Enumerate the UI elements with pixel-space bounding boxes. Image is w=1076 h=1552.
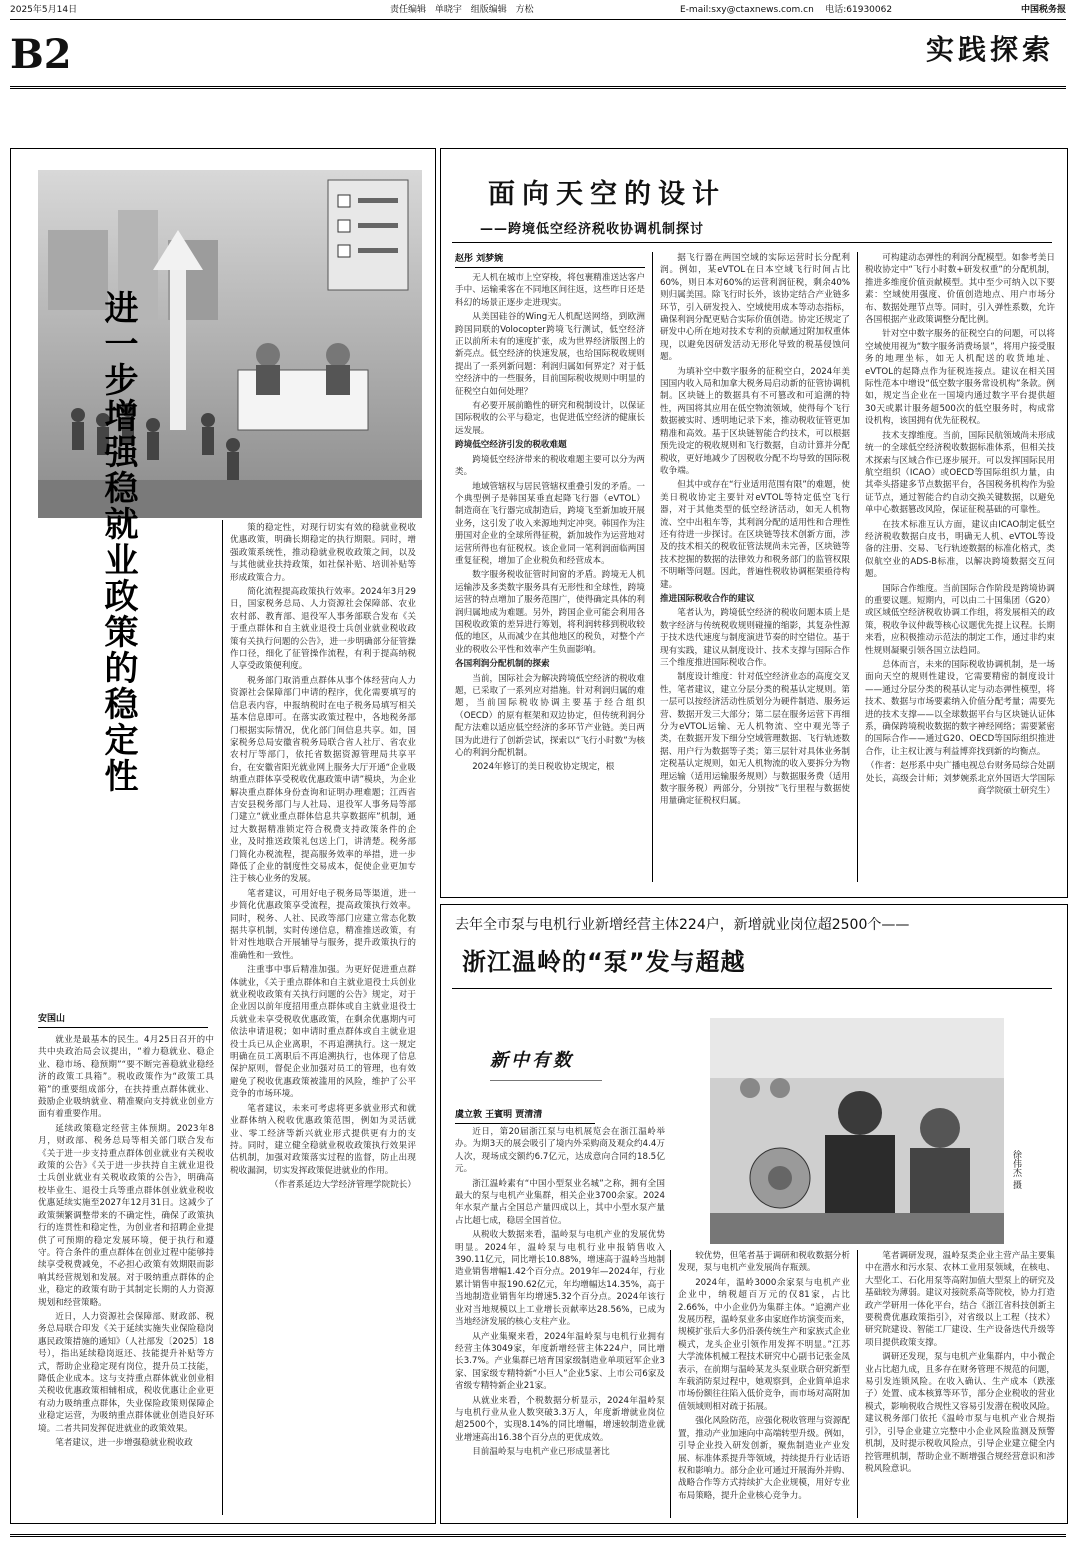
article-airspace-col1 bbox=[455, 272, 645, 882]
paragraph: 当前，国际社会为解决跨境低空经济的税收难题，已采取了一系列应对措施。针对利润归属的难题，当前国际税收协调主要基于经合组织（OECD）的原有框架和双边协定，但传统利润分配方法难以适应低空经济的多环节产业链。美日两国为此进行了创新尝试，探索以“飞行小时数”为核心的利润分配机制。 bbox=[455, 673, 645, 759]
header-rule bbox=[10, 86, 1066, 89]
paragraph: 国际合作维度。当前国际合作阶段是跨境协调的重要议题。短期内，可以由二十国集团（G20）或区域低空经济税收协调工作组，将发展相关的政策，税收争议仲裁等核心议题优先提上议程。长期来看，应积极推动示范法的制定工作，通过非约束性规则凝聚引领各国立法趋同。 bbox=[865, 583, 1055, 656]
masthead-rule bbox=[10, 19, 1066, 20]
article-airspace-subtitle: ——跨境低空经济税收协调机制探讨 bbox=[480, 222, 705, 237]
masthead-bar bbox=[10, 0, 1066, 20]
paragraph: 无人机在城市上空穿梭，将包裹精准送达客户手中、运输乘客在不同地区间往返，这些昨日还是科幻的场景正逐步走进现实。 bbox=[455, 273, 645, 308]
paragraph: 2024年，温岭3000余家泵与电机产业企业中，纳税超百万元的仅81家，占比2.66%，中小企业仍为集群主体。“追溯产业发展历程，温岭泵业多由家庭作坊演变而来，规模扩张后大多仍沿袭传统生产和家族式企业模式，龙头企业引领作用发挥不明显。”江苏大学流体机械工程技术研究中心副书记张金凤表示，在前期与温岭某龙头泵业联合研究新型车载消防泵过程中，她观察到，企业简单追求市场份额往往陷入低价竞争，而市场对高附加值领域则相对疏于拓展。 bbox=[678, 1277, 850, 1412]
paragraph: 近日，第20届浙江泵与电机展览会在浙江温岭举办。为期3天的展会吸引了境内外采购商及观众约4.4万人次，现场成交额约6.7亿元，达成意向合同约18.5亿元。 bbox=[455, 1127, 665, 1175]
article-airspace-col2 bbox=[660, 252, 850, 882]
section-heading: 推进国际税收合作的建议 bbox=[660, 593, 755, 604]
column-logo bbox=[490, 1046, 602, 1081]
paragraph: 有必要开展前瞻性的研究和税制设计，以保证国际税收的公平与稳定，也促进低空经济的健康长远发展。 bbox=[455, 401, 645, 436]
article-employment-title: 进一步增强稳就业政策的稳定性 bbox=[98, 290, 138, 794]
paragraph: 笔者建议，进一步增强稳就业税收政 bbox=[55, 1438, 193, 1448]
paragraph: 浙江温岭素有“中国小型泵业名城”之称，拥有全国最大的泵与电机产业集群，相关企业3700余家。2024年水泵产量占全国总产量四成以上，其中小型水泵产量占比超七成，稳居全国首位。 bbox=[455, 1178, 665, 1226]
paragraph: 近日，人力资源社会保障部、财政部、税务总局联合印发《关于延续实施失业保险稳岗惠民政策措施的通知》（人社部发〔2025〕18号），指出延续稳岗返还、技能提升补贴等方式，帮助企业稳定现有岗位，提升员工技能，降低企业成本。这与支持重点群体就业创业相关税收优惠政策相辅相成，税收优惠让企业更有动力吸纳重点群体，失业保险政策则保障企业稳定运营，为吸纳重点群体就业创造良好环境。二者共同发挥促进就业的政策效果。 bbox=[38, 1311, 214, 1434]
column-logo-text: 新中有数 bbox=[490, 1050, 574, 1071]
paragraph: 税务部门取消重点群体从事个体经营向人力资源社会保障部门申请的程序，优化需要填写的信息表内容，申报纳税时在电子税务局填写相关基本信息即可。在落实政策过程中，各地税务部门根据实际情况，优化部门间信息共享。如，国家税务总局安徽省税务局联合省人社厅、省农业农村厅等部门，依托省数据资源管理局共享平台，在安徽省阳光就业网上服务大厅开通“企业吸纳重点群体享受税收优惠政策申请”模块，为企业解决重点群体身份查询和证明办理难题；江西省吉安县税务部门与人社局、退役军人事务局等部门建立“就业重点群体信息共享数据库”机制，通过大数据精准锁定符合税费支持政策条件的企业，及时推送政策礼包送上门，讲清楚。税务部门简化办税流程，提高服务效率的举措，进一步降低了企业的制度性交易成本，促使企业更加专注于核心业务的发展。 bbox=[230, 675, 416, 885]
paragraph: 2024年修订的美日税收协定规定，根 bbox=[472, 762, 615, 773]
author-note: （作者系延边大学经济管理学院院长） bbox=[269, 1180, 416, 1191]
paragraph: 从税收大数据来看，温岭泵与电机产业的发展优势明显。2024年，温岭泵与电机行业申报销售收入390.11亿元，同比增长10.88%，增速高于温岭当地制造业销售增幅1.42个百分点。2019年—2024年，行业累计销售申报190.62亿元，年均增幅达14.35%，高于当地制造业销售年均增速5.32个百分点。2024年该行业对当地规模以上工业增长贡献率达28.56%，已成为当地经济发展的核心支柱产业。 bbox=[455, 1230, 665, 1328]
article-wenling-col3 bbox=[865, 1250, 1055, 1518]
column-divider bbox=[222, 520, 223, 1515]
paragraph: 笔者建议，可用好电子税务局等渠道，进一步简化优惠政策享受流程，提高政策执行效率。同时，税务、人社、民政等部门应建立常态化数据共享机制，实时传递信息，精准推送政策，有针对性地联合开展辅导与服务，提升政策执行的准确性和一致性。 bbox=[230, 888, 416, 961]
paragraph: 数字服务税收征管时间窗的矛盾。跨境无人机运输涉及多类数字服务具有无形性和全球性，跨境运营的特点增加了服务范围广，使得确定具体的利润归属地成为难题。另外，跨国企业可能会利用各国税收政策的差异进行筹划，将利润转移到税收较低的地区，从而减少在其他地区的税负，对整个产业的税收公平性和效率产生负面影响。 bbox=[455, 570, 645, 655]
paragraph: 注重事中事后精准加强。为更好促进重点群体就业，《关于重点群体和自主就业退役士兵创业就业税收政策有关执行问题的公告》规定，对于企业因以前年度招用重点群体或自主就业退役士兵就业未享受税收优惠政策，在剩余优惠期内可依法申请退税；如申请时重点群体或自主就业退役士兵已从企业离职，不再追溯执行。这一规定明确在员工离职后不再追溯执行，也体现了信息保护原则，督促企业加强对员工的管理，也有效避免了税收优惠政策被滥用的风险，维护了公平竞争的市场环境。 bbox=[230, 965, 416, 1100]
illustration-employment bbox=[38, 170, 422, 518]
paragraph: 策的稳定性，对现行切实有效的稳就业税收优惠政策，明确长期稳定的执行期限。同时，增强政策系统性，推动稳就业税收政策之间，以及与其他就业扶持政策，如社保补贴、培训补贴等形成政策合力。 bbox=[230, 523, 416, 583]
article-wenling-title: 浙江温岭的“泵”发与超越 bbox=[462, 948, 746, 976]
author-note: （作者：赵彤系中央广播电视总台财务局综合处副处长，高级会计师；刘梦婉系北京外国语大学国际商学院硕士研究生） bbox=[865, 761, 1055, 797]
paragraph: 从美国硅谷的Wing无人机配送网络，到欧洲跨国同联的Volocopter跨境飞行测试，低空经济正以前所未有的速度扩张，成为世界经济版图上的新亮点。低空经济的快速发展，也给国际税收规则提出了一系列新问题：利润归属如何界定？对于低空经济中的一些服务，目前国际税收规则中明显的征税空白如何处理？ bbox=[455, 312, 645, 397]
paragraph: 从就业来看，个税数据分析显示，2024年温岭泵与电机行业从业人数突破3.3万人，年度新增就业岗位超2500个，实现8.14%的同比增幅，增速较制造业就业增速高出16.38个百分点的更优成效。 bbox=[455, 1395, 665, 1443]
column-divider bbox=[670, 1250, 671, 1518]
paper-name: 中国税务报 bbox=[1020, 5, 1066, 15]
paragraph: 目前温岭泵与电机产业已形成显著比 bbox=[472, 1447, 610, 1458]
article-employment-col2 bbox=[230, 522, 416, 1517]
expo-photo-icon bbox=[710, 1018, 1004, 1244]
paragraph: 但其中或存在“行业适用范围有限”的难题，使美日税收协定主要针对eVTOL等特定低空飞行器，对于其他类型的低空经济活动，如无人机物流、空中出租车等，其利润分配的适用性和合理性还有待进一步探讨。在区块链等技术创新方面，涉及的技术相关的税收征管法规尚未完善，区块链等技术挖掘的数据的法律效力和税务部门的监管权限不明晰等问题。因此，普遍性税收协调框架亟待构建。 bbox=[660, 480, 850, 590]
column-divider bbox=[857, 252, 858, 882]
paragraph: 地域管辖权与居民管辖权重叠引发的矛盾。一个典型例子是韩国某垂直起降飞行器（eVTOL）制造商在飞行器完成制造后，跨境飞至新加坡开展业务，这引发了收入来源地判定冲突。韩国作为注册国对企业的全球所得征税，新加坡作为运营地对运营所得也有征税权。该企业同一笔利润面临两国重复征税，增加了企业税负和经营成本。 bbox=[455, 481, 645, 566]
paragraph: 技术支撑维度。当前，国际民航领域尚未形成统一的全球低空经济税收数据标准体系，但相关技术探索与区域合作已逐步展开。可以发挥国际民用航空组织（ICAO）或OECD等国际组织力量，由其牵头搭建多节点数据平台，各国税务机构作为验证节点，通过智能合约自动交换关键数据，以避免单中心数据篡改风险，保证征税基础的可靠性。 bbox=[865, 430, 1055, 516]
article-airspace-title: 面向天空的设计 bbox=[488, 179, 726, 210]
editors: 责任编辑 单晓宇 组版编辑 方松 bbox=[390, 5, 534, 15]
paragraph: 笔者认为，跨境低空经济的税收问题本质上是数字经济与传统税收规则碰撞的缩影，其复杂性源于技术迭代速度与制度演进节奏的时空错位。基于现有实践，建议从制度设计、技术支撑与国际合作三个维度推进国际税收合作。 bbox=[660, 608, 850, 668]
article-wenling-col1 bbox=[455, 1126, 665, 1526]
paragraph: 强化风险防范，应强化税收管理与资源配置，推动产业加速向中高端转型升级。例如，引导企业投入研发创新，聚焦制造业产业发展、标准体系提升等领域，持续提升行业话语权和影响力。部分企业可通过开展海外并购、战略合作等方式持续扩大企业规模，用好专业布局策略，提升企业核心竞争力。 bbox=[678, 1416, 850, 1501]
article-airspace-author: 赵彤 刘梦婉 bbox=[455, 252, 645, 268]
page-number: B2 bbox=[10, 31, 72, 78]
article-airspace-rule bbox=[452, 242, 1052, 243]
paragraph: 从产业集聚来看，2024年温岭泵与电机行业拥有经营主体3049家，年度新增经营主体224户，同比增长3.7%。产业集群已培育国家级制造业单项冠军企业3家、国家级专精特新“小巨人”企业5家、上市公司6家及省级专精特新企业21家。 bbox=[455, 1331, 665, 1392]
section-title: 实践探索 bbox=[925, 33, 1054, 66]
paragraph: 为填补空中数字服务的征税空白，2024年美国国内收入局和加拿大税务局启动新的征管协调机制。区块链上的数据具有不可篡改和可追溯的特性，两国将其应用在低空物流领域，使得每个飞行数据被实时、透明地记录下来，推动税收征管更加精准和高效。基于区块链智能合约技术，可以根据预先设定的税收规则和飞行数据，自动计算并分配税收，更好地减少了因税收分配不均导致的国际税收争端。 bbox=[660, 366, 850, 476]
section-heading: 跨境低空经济引发的税收难题 bbox=[455, 440, 567, 451]
section-heading: 各国利润分配机制的探索 bbox=[455, 659, 550, 670]
paragraph: 简化流程提高政策执行效率。2024年3月29日，国家税务总局、人力资源社会保障部、农业农村部、教育部、退役军人事务部联合发布《关于重点群体和自主就业退役士兵创业就业税收政策有关执行问题的公告》，进一步明确部分征管操作口径，细化了征管操作流程，有利于提高纳税人享受政策便利度。 bbox=[230, 587, 416, 672]
footer-rule bbox=[10, 1534, 1066, 1537]
paragraph: 制度设计维度：针对低空经济业态的高度交叉性，笔者建议，建立分层分类的税基认定规则。第一层可以按经济活动性质划分为硬件制造、服务运营、数据开发三大部分；第二层在服务运营下再细分为eVTOL运输、无人机物流、空中观光等子类，在数据开发下细分空域管理数据、飞行轨迹数据、用户行为数据等子类；第三层针对具体业务制定税基认定规则，如无人机物流的收入要拆分为物理运输（适用运输服务规则）与数据服务费（适用数字服务税）两部分，分别按“飞行里程与数据使用量确定征税权归属。 bbox=[660, 672, 850, 807]
paragraph: 在技术标准互认方面，建议由ICAO制定低空经济税收数据白皮书，明确无人机、eVTOL等设备的注册、交易、飞行轨迹数据的标准化格式，类似航空业的ADS-B标准，以解决跨境数据交互问题。 bbox=[865, 519, 1055, 580]
paragraph: 总体而言，未来的国际税收协调机制，是一场面向天空的规则性建设，它需要精密的制度设计——通过分层分类的税基认定与动态弹性模型，将技术、数据与市场要素纳入价值分配考量；需要先进的技术支撑——以全球数据平台与区块链认证体系，确保跨境税收数据的数字神经网络；需要紧密的国际合作——通过G20、OECD等国际组织推进合作，让主权让渡与利益博弈找到新的均衡点。 bbox=[865, 660, 1055, 757]
contact-email: E-mail:sxy@ctaxnews.com.cn 电话:61930062 bbox=[680, 5, 893, 15]
paragraph: 调研还发现，泵与电机产业集群内，中小微企业占比超九成，且多存在财务管理不规范的问题，易引发连锁风险。在收入确认、生产成本（跌涨子）处置、成本核算等环节，部分企业税收的营业模式，影响税收合规性又容易引发潜在税收风险。建议税务部门依托《温岭市泵与电机产业合规指引》，引导企业建立完整中小企业风险监测及预警机制，及时提示税收风险点，引导企业建立健全内控管理机制，帮助企业不断增强合规经营意识和涉税风险意识。 bbox=[865, 1352, 1055, 1474]
column-divider bbox=[857, 1250, 858, 1518]
article-wenling-rule bbox=[452, 988, 1052, 989]
article-wenling-author: 虞立敦 王賓明 贾清清 bbox=[455, 1108, 595, 1124]
paragraph: 就业是最基本的民生。4月25日召开的中共中央政治局会议提出，“着力稳就业、稳企业、稳市场、稳预期”“要不断完善稳就业稳经济的政策工具箱”。税收政策作为“政策工具箱”的重要组成部分，在扶持重点群体就业、鼓励企业吸纳就业、精准聚向支持就业创业方面有着重要作用。 bbox=[38, 1035, 214, 1120]
article-airspace-col3 bbox=[865, 252, 1055, 882]
paragraph: 据飞行器在两国空域的实际运营时长分配利润。例如，某eVTOL在日本空域飞行时间占比60%，则日本对60%的运营利润征税，剩余40%则归属美国。除飞行时长外，该协定结合产业链多环节，引入研发投入、空域使用成本等动态指标，确保利润分配更贴合实际价值创造。协定还规定了研发中心所在地对技术专利的贡献通过附加权重体现，以避免因研发活动无形化导致的税基侵蚀问题。 bbox=[660, 253, 850, 363]
employment-illustration-icon bbox=[38, 170, 422, 518]
column-divider bbox=[652, 252, 653, 882]
paragraph: 笔者建议，未来可考虑将更多就业形式和就业群体纳入税收优惠政策范围，例如为灵活就业、零工经济等新兴就业形式提供更有力的支持。同时，建立健全稳就业税收政策执行效果评估机制，加强对政策落实过程的监督，防止出现税收漏洞，切实发挥政策促进就业的作用。 bbox=[230, 1103, 416, 1176]
paragraph: 针对空中数字服务的征税空白的问题，可以将空域使用视为“数字服务消费场景”，将用户接受服务的地理坐标，如无人机配送的收货地址、eVTOL的起降点作为征税连接点。建议在相关国际性范本中增设“低空数字服务常设机构”条款。例如，规定当企业在一国境内通过数字平台提供超30天或累计服务超500次的低空服务时，构成常设机构，该国拥有优先征税权。 bbox=[865, 329, 1055, 427]
paragraph: 笔者调研发现，温岭泵类企业主营产品主要集中在潜水和污水泵、农林工业用泵领域，在核电、大型化工、石化用泵等高附加值大型泵上的研究及基础较为薄弱。建议对接院系高等院校，协力打造政产学研用一体化平台，结合《浙江省科技创新主要税费优惠政策指引》，对省级以上工程（技术）研究院建设、智能工厂建设、生产设备迭代升级等项目提供政策支撑。 bbox=[865, 1251, 1055, 1348]
issue-date: 2025年5月14日 bbox=[10, 5, 78, 15]
paragraph: 跨境低空经济带来的税收难题主要可以分为两类。 bbox=[455, 454, 645, 478]
photo-credit: 徐伟杰 摄 bbox=[1011, 1150, 1021, 1189]
paragraph: 可构建动态弹性的利润分配模型。如参考美日税收协定中“飞行小时数+研发权重”的分配机制，推进多维度价值贡献模型。其中至少可纳入以下要素：空域使用强度、价值创造地点、用户市场分布、数据处理节点等。同时，引入弹性系数，允许各国根据产业政策调整分配比例。 bbox=[865, 253, 1055, 326]
article-wenling-col2 bbox=[678, 1250, 850, 1518]
paragraph: 较优势，但笔者基于调研和税收数据分析发现，泵与电机产业发展尚存瓶颈。 bbox=[678, 1251, 850, 1274]
paragraph: 延续政策稳定经营主体预期。2023年8月，财政部、税务总局等相关部门联合发布《关于进一步支持重点群体创业就业有关税收政策的公告》《关于进一步扶持自主就业退役士兵创业就业有关税收政策的公告》，明确高校毕业生、退役士兵等重点群体创业就业税收优惠延续实施至2027年12月31日。这减少了政策频繁调整带来的不确定性，确保了政策执行的连贯性和稳定性，为创业者和招聘企业提供了可预期的稳定发展环境，便于执行和遵守。符合条件的重点群体在创业过程中能够持续享受税费减免，不必担心政策有效期限而影响其经营规划和发展。对于吸纳重点群体的企业，稳定的政策有助于其制定长期的人力资源规划和经营策略。 bbox=[38, 1123, 214, 1308]
article-employment-author: 安国山 bbox=[38, 1012, 208, 1028]
article-wenling-pretitle: 去年全市泵与电机行业新增经营主体224户，新增就业岗位超2500个—— bbox=[455, 917, 910, 933]
article-employment-col1 bbox=[38, 1034, 214, 1514]
expo-photo bbox=[710, 1018, 1004, 1244]
